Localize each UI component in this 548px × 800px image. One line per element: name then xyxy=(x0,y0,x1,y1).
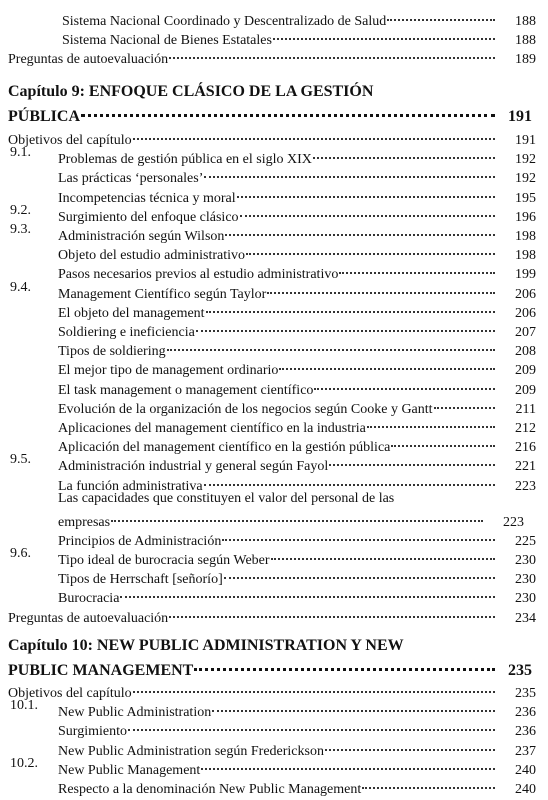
page-number: 192 xyxy=(515,171,536,187)
entry-title: Tipo ideal de burocracia según Weber xyxy=(58,553,270,568)
entry-title-line1: Las capacidades que constituyen el valor del personal de las xyxy=(58,490,395,506)
page-number: 216 xyxy=(515,440,536,456)
section-number: 9.2. xyxy=(10,202,31,218)
chapter-page-number: 235 xyxy=(508,662,532,679)
dot-leader xyxy=(237,179,495,198)
section-number: 9.4. xyxy=(10,279,31,295)
entry-title: Burocracia xyxy=(58,591,120,607)
page-number: 196 xyxy=(515,209,536,225)
page-number: 235 xyxy=(515,686,536,701)
entry-title: Tipos de soldiering xyxy=(58,344,166,360)
section-number: 9.6. xyxy=(10,546,31,561)
dot-leader xyxy=(279,351,495,370)
dot-leader xyxy=(204,159,495,178)
page-number: 209 xyxy=(515,382,536,398)
dot-leader xyxy=(222,522,495,541)
dot-leader xyxy=(339,255,495,274)
page-number: 230 xyxy=(515,572,536,588)
dot-leader xyxy=(169,599,495,618)
chapter-heading xyxy=(8,82,536,126)
dot-leader xyxy=(111,503,483,522)
dot-leader xyxy=(329,447,495,466)
page-number: 189 xyxy=(515,52,536,68)
entry-title: Pasos necesarios previos al estudio administrativo xyxy=(58,267,339,283)
entry-title: Sistema Nacional de Bienes Estatales xyxy=(62,33,272,49)
dot-leader xyxy=(133,674,495,693)
entry-title: La función administrativa xyxy=(58,478,203,494)
page-number: 234 xyxy=(515,610,536,626)
dot-leader xyxy=(167,332,495,351)
entry-title: Preguntas de autoevaluación xyxy=(8,610,169,626)
dot-leader xyxy=(169,40,495,59)
dot-leader xyxy=(273,21,495,40)
dot-leader xyxy=(196,313,495,332)
dot-leader xyxy=(81,97,495,117)
entry-title-line2: empresas xyxy=(58,514,111,530)
page-number: 198 xyxy=(515,229,536,244)
page-number: 237 xyxy=(515,743,536,759)
page-number: 206 xyxy=(515,286,536,302)
dot-leader xyxy=(224,560,495,579)
dot-leader xyxy=(271,541,495,560)
page-number: 209 xyxy=(515,363,536,379)
entry-title: Management Científico según Taylor xyxy=(58,286,267,302)
entry-title: Surgimiento xyxy=(58,724,127,740)
dot-leader xyxy=(204,467,495,486)
section-number: 9.3. xyxy=(10,222,31,237)
entry-title: Preguntas de autoevaluación xyxy=(8,52,169,68)
entry-title: Objetivos del capítulo xyxy=(8,686,132,701)
entry-title: New Public Management xyxy=(58,762,201,778)
dot-leader xyxy=(225,217,495,236)
dot-leader xyxy=(314,371,495,390)
entry-title: Objetivos del capítulo xyxy=(8,133,132,148)
page-number: 188 xyxy=(515,14,536,29)
dot-leader xyxy=(240,198,495,217)
page-number: 198 xyxy=(515,248,536,264)
toc-entry xyxy=(0,44,548,68)
entry-title: Sistema Nacional Coordinado y Descentralizado de Salud xyxy=(62,14,387,29)
page-number: 230 xyxy=(515,591,536,607)
dot-leader xyxy=(133,121,495,140)
dot-leader xyxy=(194,651,495,671)
dot-leader xyxy=(246,236,495,255)
dot-leader xyxy=(313,140,495,159)
entry-title: Objeto del estudio administrativo xyxy=(58,248,246,264)
dot-leader xyxy=(367,409,495,428)
page-number: 236 xyxy=(515,724,536,740)
dot-leader xyxy=(128,712,495,731)
entry-title: Las prácticas ‘personales’ xyxy=(58,171,204,187)
entry-title: Tipos de Herrschaft [señorío] xyxy=(58,572,223,588)
entry-title: Aplicaciones del management científico en la industria xyxy=(58,421,366,436)
page-number: 230 xyxy=(515,553,536,568)
entry-title: Administración según Wilson xyxy=(58,229,225,244)
chapter-page-number: 191 xyxy=(508,108,532,125)
entry-title: El task management o management científico xyxy=(58,382,314,398)
page-number: 206 xyxy=(515,305,536,321)
entry-title: Evolución de la organización de los negocios según Cooke y Gantt xyxy=(58,401,433,417)
page-number: 195 xyxy=(515,190,536,206)
dot-leader xyxy=(387,2,495,21)
toc-entry xyxy=(0,603,548,627)
entry-title: Aplicación del management científico en la gestión pública xyxy=(58,440,391,456)
page-number: 221 xyxy=(515,459,536,475)
section-number: 10.2. xyxy=(10,755,38,771)
entry-title: Principios de Administración xyxy=(58,533,222,549)
dot-leader xyxy=(267,275,495,294)
page-number: 240 xyxy=(515,762,536,778)
chapter-title-line1: Capítulo 9: ENFOQUE CLÁSICO DE LA GESTIÓN xyxy=(8,83,374,100)
chapter-title-line1: Capítulo 10: NEW PUBLIC ADMINISTRATION Y NEW xyxy=(8,637,404,654)
entry-title: New Public Administration según Frederickson xyxy=(58,743,324,759)
entry-title: Soldiering e ineficiencia xyxy=(58,325,195,340)
entry-title: Administración industrial y general según Fayol xyxy=(58,459,329,475)
page-number: 207 xyxy=(515,325,536,340)
page-number: 240 xyxy=(515,782,536,797)
page-number: 192 xyxy=(515,152,536,168)
entry-title: Problemas de gestión pública en el siglo XIX xyxy=(58,152,312,168)
dot-leader xyxy=(325,732,495,751)
dot-leader xyxy=(391,428,495,447)
entry-title: Surgimiento del enfoque clásico xyxy=(58,209,239,225)
page-number: 211 xyxy=(515,401,536,417)
dot-leader xyxy=(434,390,495,409)
dot-leader xyxy=(120,579,495,598)
dot-leader xyxy=(362,770,495,789)
chapter-title-line2: PUBLIC MANAGEMENT xyxy=(8,662,194,679)
entry-title: New Public Administration xyxy=(58,705,212,721)
section-number: 10.1. xyxy=(10,698,38,714)
entry-title: El objeto del management xyxy=(58,305,205,321)
page-number: 212 xyxy=(515,421,536,436)
page-number: 199 xyxy=(515,267,536,283)
dot-leader xyxy=(206,294,495,313)
section-number: 9.5. xyxy=(10,452,31,468)
dot-leader xyxy=(201,751,495,770)
entry-title: El mejor tipo de management ordinario xyxy=(58,363,279,379)
entry-title: Incompetencias técnica y moral xyxy=(58,190,236,206)
page-number: 188 xyxy=(515,33,536,49)
section-number: 9.1. xyxy=(10,145,31,161)
page-number: 236 xyxy=(515,705,536,721)
dot-leader xyxy=(212,693,495,712)
page-number: 225 xyxy=(515,533,536,549)
page-number: 208 xyxy=(515,344,536,360)
entry-title: Respecto a la denominación New Public Management xyxy=(58,782,362,797)
chapter-title-line2: PÚBLICA xyxy=(8,108,81,125)
page-number: 191 xyxy=(515,133,536,148)
toc-entry xyxy=(0,774,548,798)
page-number: 223 xyxy=(515,478,536,494)
page-number: 223 xyxy=(503,514,524,530)
